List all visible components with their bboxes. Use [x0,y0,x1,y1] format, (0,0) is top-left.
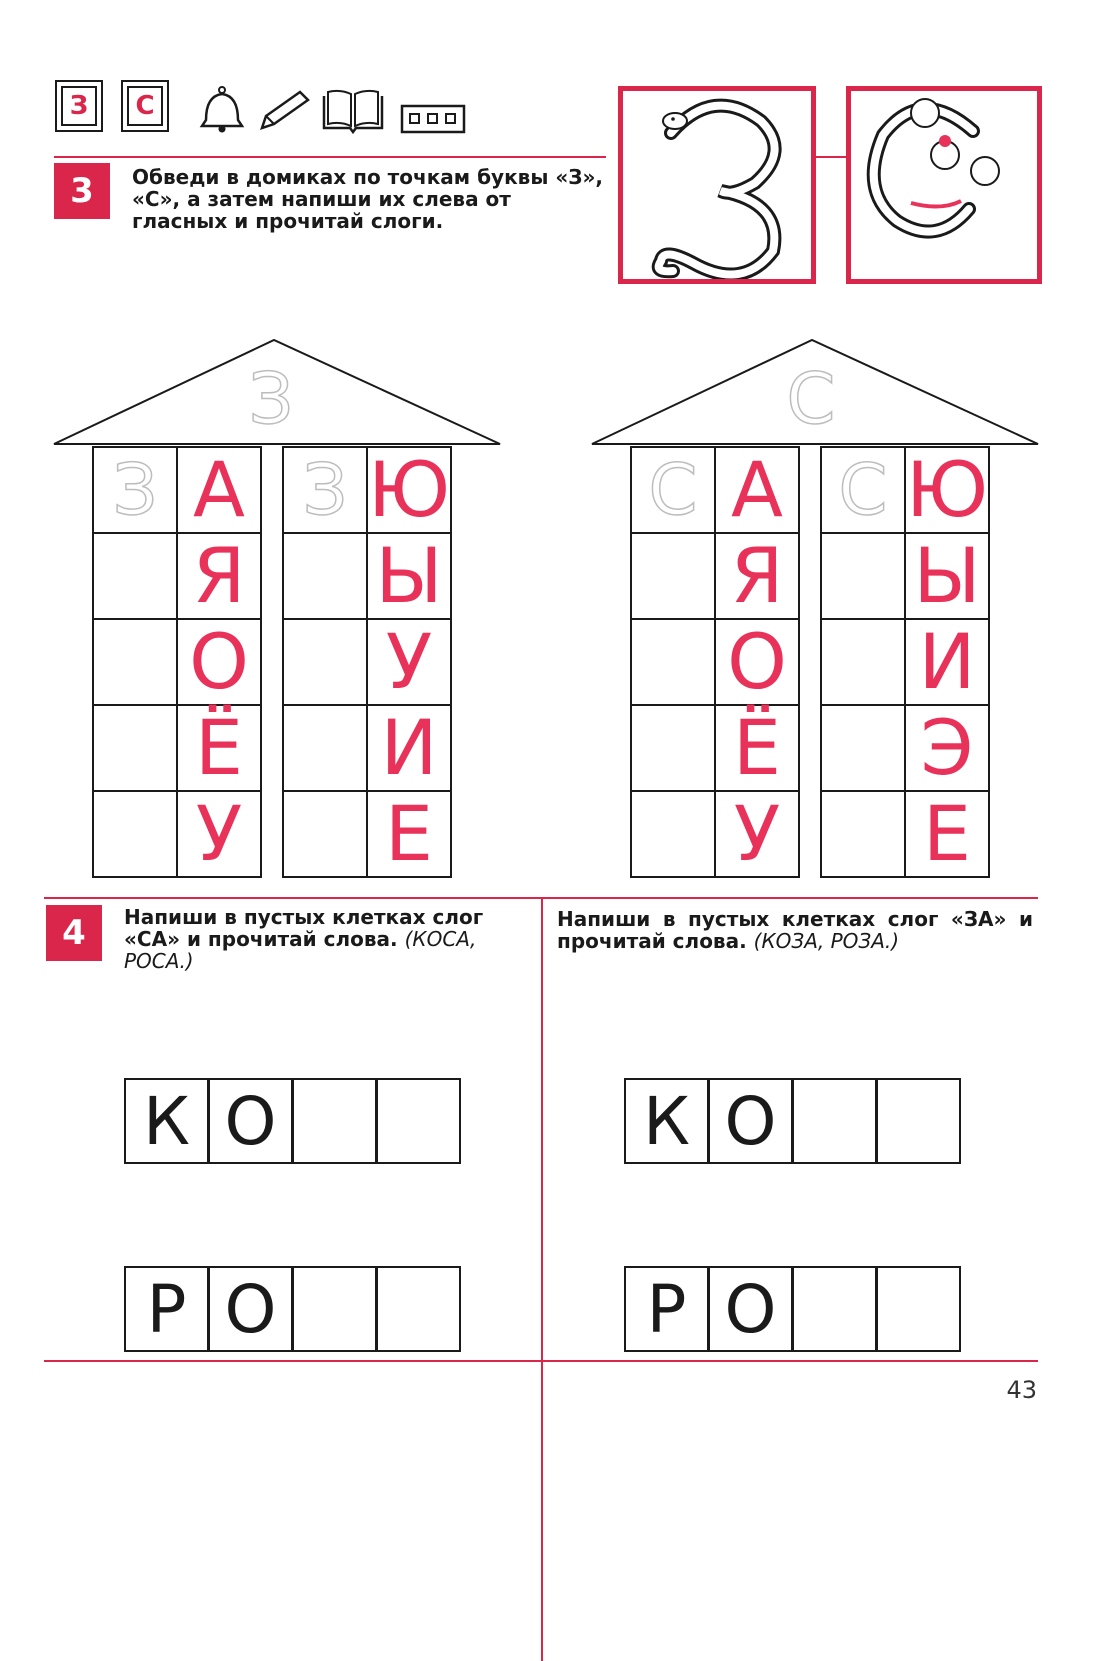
write-cell[interactable] [92,446,178,534]
vowel-cell [714,704,800,792]
write-cell[interactable] [630,532,716,620]
task4-divider [541,897,543,1661]
word-letter-cell: Р [624,1266,709,1352]
write-cell[interactable] [630,618,716,706]
vowel-letter: О [189,617,249,706]
word-letter-cell: О [708,1266,793,1352]
vowel-cell [176,446,262,534]
vowel-letter: Ы [375,531,443,620]
vowel-cell [176,790,262,878]
vowel-letter: Ё [732,703,782,792]
vowel-cell [904,532,990,620]
write-cell[interactable] [92,618,178,706]
vowel-letter: Э [920,703,974,792]
vowel-cell [904,618,990,706]
vowel-cell [366,532,452,620]
vowel-letter: Ё [194,703,244,792]
write-cell[interactable] [282,532,368,620]
write-cell[interactable] [282,446,368,534]
word-letter-cell: О [208,1078,293,1164]
task4-right-text: Напиши в пустых клетках слог «ЗА» и прочитай слова. [557,907,1033,953]
word-letter-cell: К [124,1078,209,1164]
house-1-roof-letter: З [248,358,294,440]
vowel-cell [904,704,990,792]
task4-right-instruction [557,908,1033,952]
write-cell[interactable] [282,704,368,792]
word-letter-cell: О [208,1266,293,1352]
write-cell[interactable] [820,532,906,620]
write-cell[interactable] [282,618,368,706]
vowel-cell [176,532,262,620]
task4-number: 4 [46,905,102,961]
write-cell[interactable] [820,446,906,534]
vowel-cell [904,446,990,534]
write-cell[interactable] [92,790,178,878]
vowel-cell [366,618,452,706]
page-number: 43 [1006,1376,1037,1404]
book-icon [320,88,386,136]
traced-letter: З [302,449,348,531]
letter-s: С [127,86,163,126]
vowel-cell [366,704,452,792]
vowel-letter: У [385,617,433,706]
vowel-cell [176,704,262,792]
snake-z-picture [623,91,811,279]
vowel-letter: И [380,703,438,792]
vowel-cell [176,618,262,706]
write-cell[interactable] [820,790,906,878]
word-blank-cell[interactable] [876,1266,961,1352]
word-blank-cell[interactable] [792,1266,877,1352]
pencil-icon [256,88,314,134]
letter-z: З [61,86,97,126]
task4-right-hint: (КОЗА, РОЗА.) [753,929,900,953]
task3-text: Обведи в домиках по точкам буквы «З», «С», а затем напиши их слева от гласных и прочитай слоги. [132,165,604,233]
letter-s-box [121,80,169,132]
word-letter-cell: Р [124,1266,209,1352]
word-blank-cell[interactable] [292,1078,377,1164]
vowel-letter: А [193,445,245,534]
vowel-cell [714,532,800,620]
snake-z-illustration [618,86,816,284]
write-cell[interactable] [630,446,716,534]
vowel-letter: О [727,617,787,706]
mice-s-picture [851,91,1037,279]
three-squares-icon [400,104,466,134]
vowel-letter: Ю [905,445,989,534]
task3-rule [54,156,606,158]
task3-number: 3 [54,163,110,219]
write-cell[interactable] [630,790,716,878]
letter-z-box [55,80,103,132]
write-cell[interactable] [820,704,906,792]
bottom-rule [44,1360,1038,1362]
vowel-letter: У [733,789,781,878]
word-blank-cell[interactable] [876,1078,961,1164]
vowel-cell [714,446,800,534]
vowel-cell [366,790,452,878]
vowel-letter: А [731,445,783,534]
traced-letter: С [838,449,888,531]
word-letter-cell: О [708,1078,793,1164]
vowel-letter: И [918,617,976,706]
word-letter-cell: К [624,1078,709,1164]
write-cell[interactable] [282,790,368,878]
write-cell[interactable] [630,704,716,792]
pictures-connector [816,156,848,158]
vowel-cell [904,790,990,878]
vowel-letter: Я [192,531,246,620]
write-cell[interactable] [92,704,178,792]
write-cell[interactable] [820,618,906,706]
bell-icon [196,82,248,134]
vowel-letter: Е [384,789,434,878]
vowel-cell [366,446,452,534]
traced-letter: С [648,449,698,531]
vowel-cell [714,790,800,878]
task4-left-text: Напиши в пустых клетках слог «СА» и прочитай слова. [124,905,484,951]
word-blank-cell[interactable] [376,1266,461,1352]
vowel-letter: Я [730,531,784,620]
vowel-letter: Ю [367,445,451,534]
mice-s-illustration [846,86,1042,284]
vowel-letter: Е [922,789,972,878]
traced-letter: З [112,449,158,531]
vowel-letter: У [195,789,243,878]
vowel-cell [714,618,800,706]
task4-left-instruction [124,906,539,972]
write-cell[interactable] [92,532,178,620]
word-blank-cell[interactable] [792,1078,877,1164]
house-2-roof-letter: С [786,358,836,440]
word-blank-cell[interactable] [292,1266,377,1352]
vowel-letter: Ы [913,531,981,620]
word-blank-cell[interactable] [376,1078,461,1164]
task4-left-hint: (КОСА, РОСА.) [124,927,477,973]
